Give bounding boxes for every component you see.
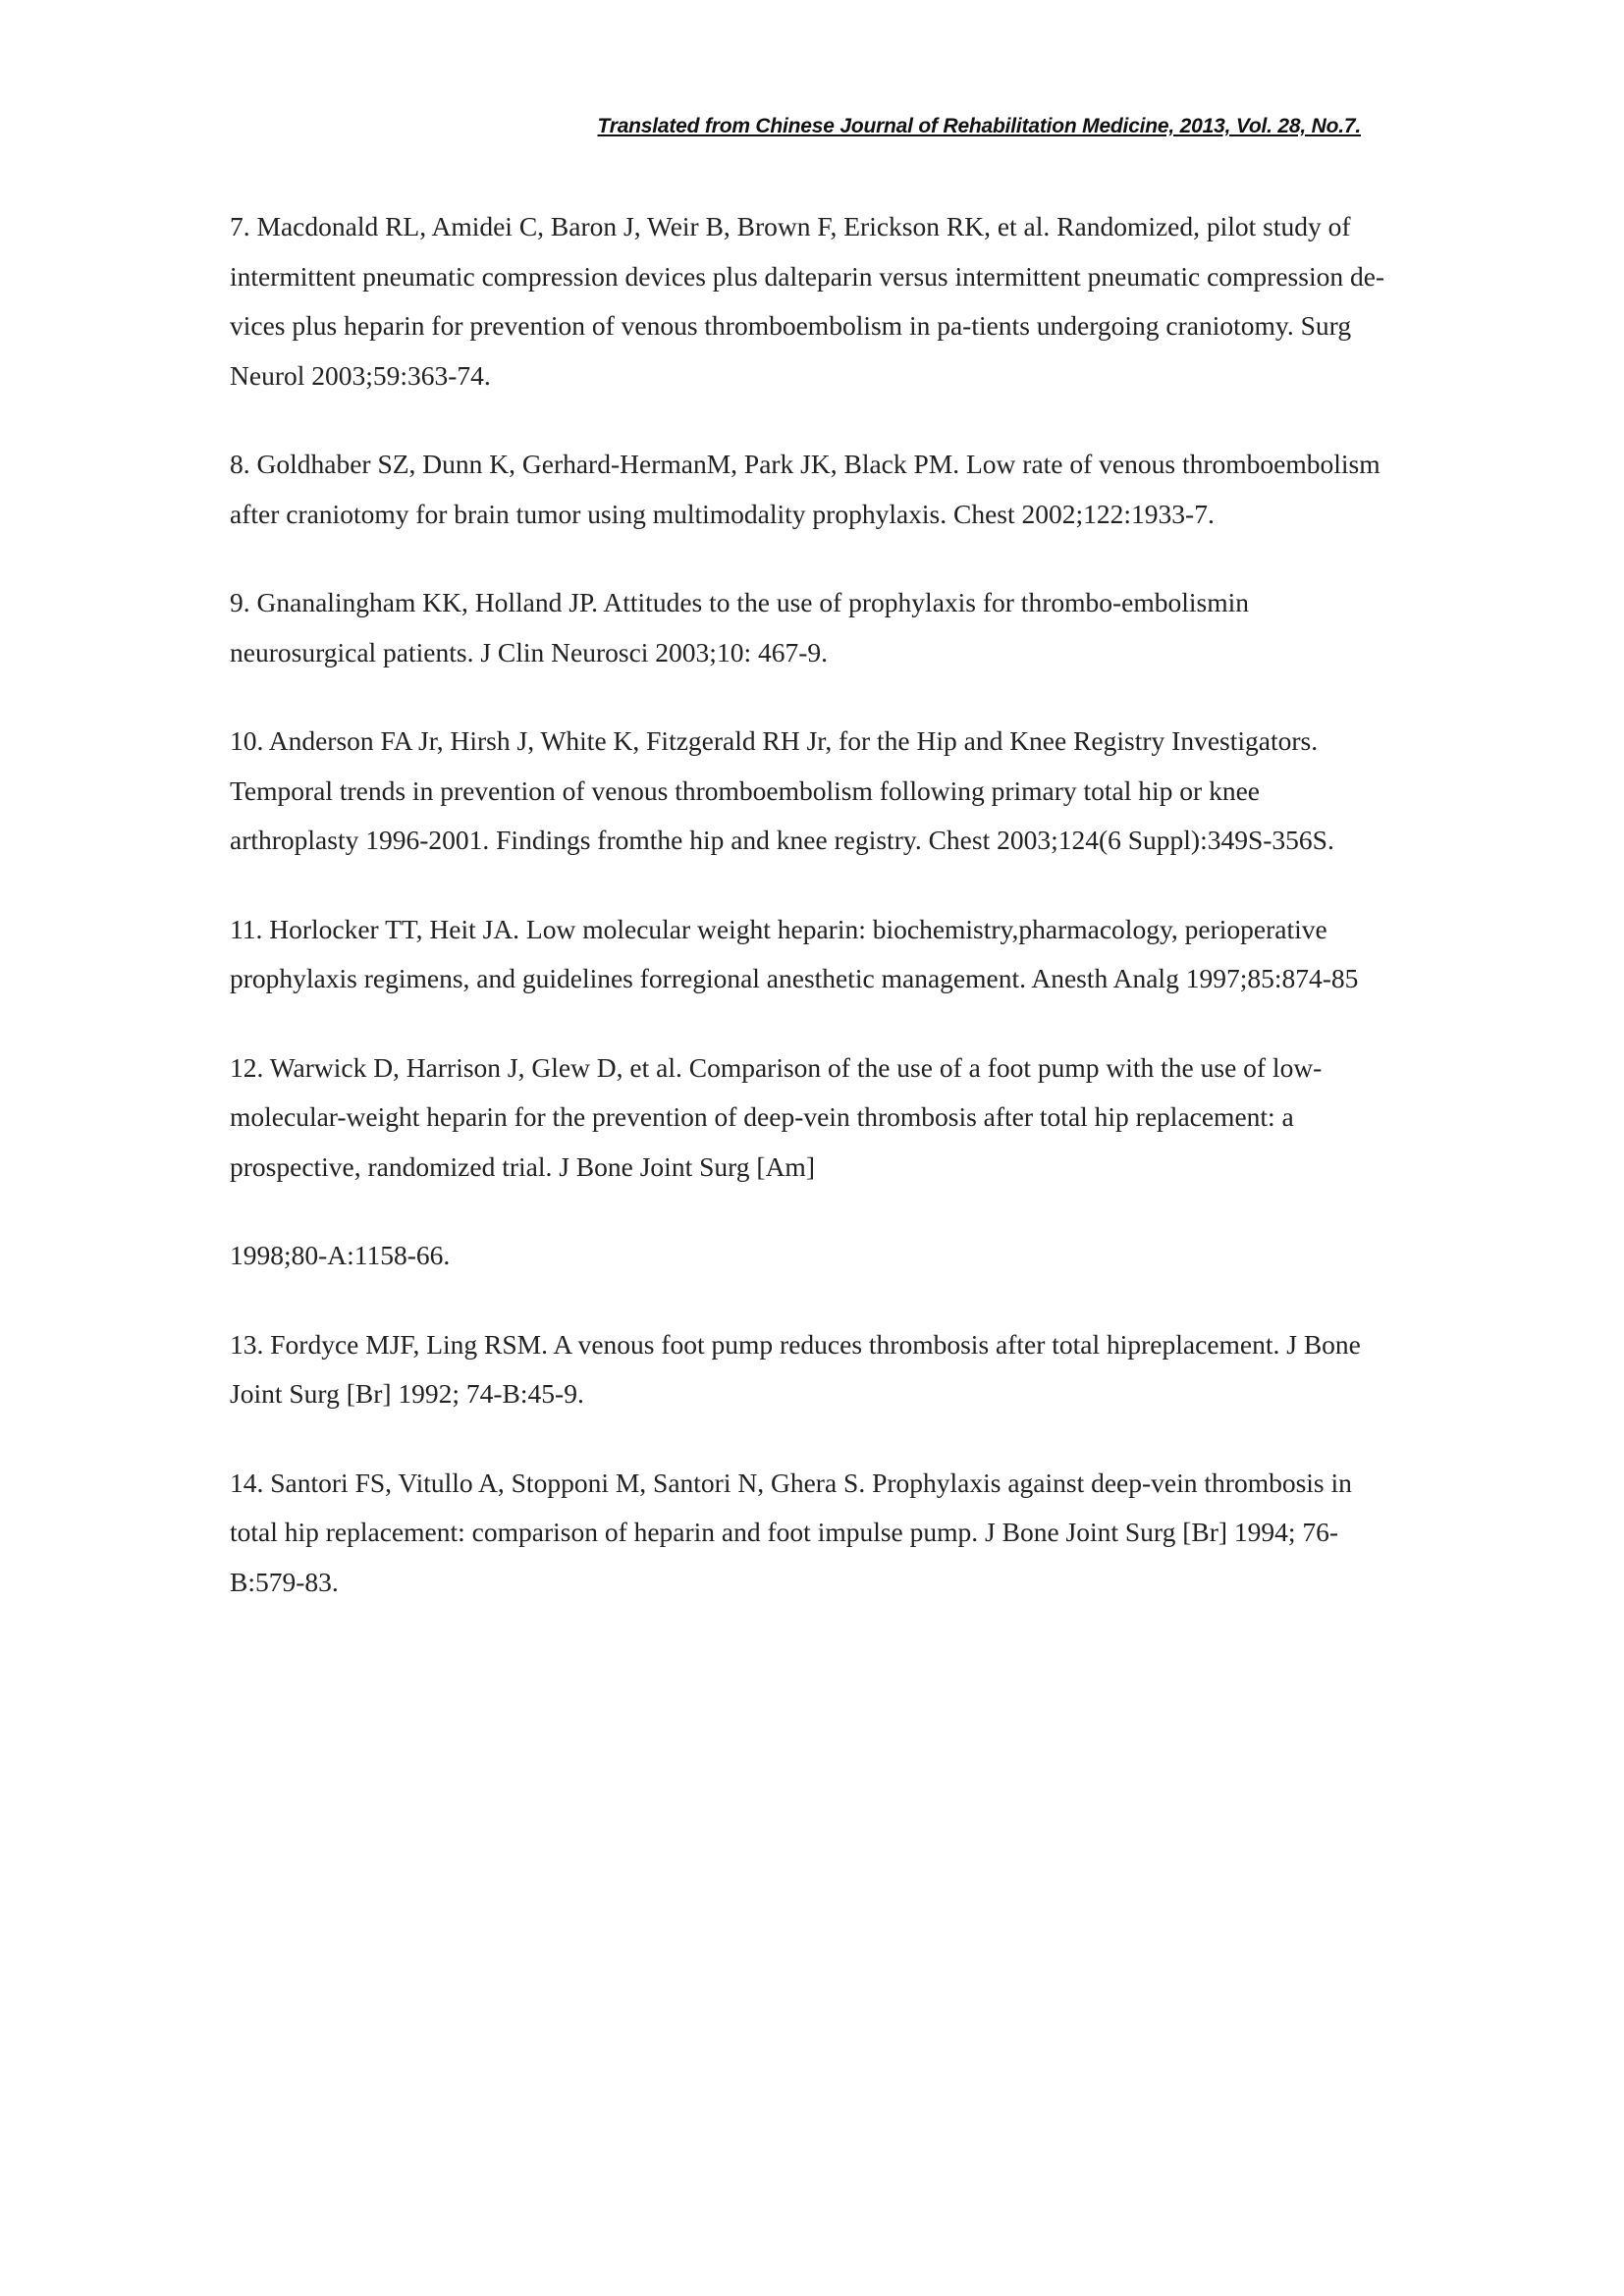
reference-14: 14. Santori FS, Vitullo A, Stopponi M, Santori N, Ghera S. Prophylaxis against deep-vein thrombosis in total hip replacement: comparison of heparin and foot impulse pump. J Bone Joint Surg [Br] 1994; 76-B:579-83. bbox=[230, 1467, 1352, 1597]
reference-11: 11. Horlocker TT, Heit JA. Low molecular weight heparin: biochemistry,pharmacology, perioperative prophylaxis regimens, and guidelines forregional anesthetic management. Anesth Analg 1997;85:874-85 bbox=[230, 913, 1359, 993]
running-header: Translated from Chinese Journal of Rehabilitation Medicine, 2013, Vol. 28, No.7. bbox=[597, 115, 1361, 137]
reference-12-continuation: 1998;80-A:1158-66. bbox=[230, 1240, 451, 1270]
reference-10: 10. Anderson FA Jr, Hirsh J, White K, Fitzgerald RH Jr, for the Hip and Knee Registry Investigators. Temporal trends in prevention of venous thromboembolism following primary total hip or knee arthroplasty 1996-2001. Findings fromthe hip and knee registry. Chest 2003;124(6 Suppl):349S-356S. bbox=[230, 725, 1334, 855]
reference-9: 9. Gnanalingham KK, Holland JP. Attitudes to the use of prophylaxis for thrombo-embolismin neurosurgical patients. J Clin Neurosci 2003;10: 467-9. bbox=[230, 587, 1250, 667]
reference-7: 7. Macdonald RL, Amidei C, Baron J, Weir B, Brown F, Erickson RK, et al. Randomized, pilot study of intermittent pneumatic compression devices plus dalteparin versus intermittent pneumatic compression de-vices plus heparin for prevention of venous thromboembolism in pa-tients undergoing craniotomy. Surg Neurol 2003;59:363-74. bbox=[230, 211, 1385, 391]
reference-13: 13. Fordyce MJF, Ling RSM. A venous foot pump reduces thrombosis after total hipreplacement. J Bone Joint Surg [Br] 1992; 74-B:45-9. bbox=[230, 1328, 1361, 1409]
reference-list bbox=[230, 202, 1388, 1646]
reference-12: 12. Warwick D, Harrison J, Glew D, et al. Comparison of the use of a foot pump with the use of low-molecular-weight heparin for the prevention of deep-vein thrombosis after total hip replacement: a prospective, randomized trial. J Bone Joint Surg [Am] bbox=[230, 1051, 1323, 1182]
reference-8: 8. Goldhaber SZ, Dunn K, Gerhard-HermanM, Park JK, Black PM. Low rate of venous thromboembolism after craniotomy for brain tumor using multimodality prophylaxis. Chest 2002;122:1933-7. bbox=[230, 449, 1380, 529]
